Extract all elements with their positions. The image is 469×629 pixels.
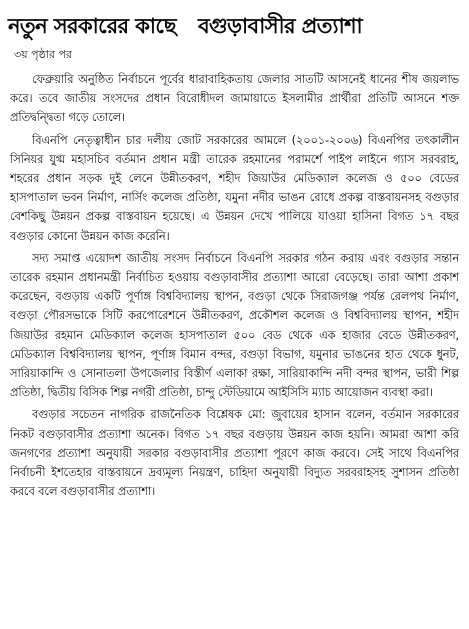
paragraph-4: বগুড়ার সচেতন নাগরিক রাজনৈতিক বিশ্লেষক মো: জুবায়ের হাসান বলেন, বর্তমান সরকারের নিকট বগুড়াবাসীর প্রত্যাশা অনেক। বিগত ১৭ বছর বগুড়ায় উন্নয়ন কাজ হয়নি। আমরা আশা করি জনগণের প্রত্যাশা অনুযায়ী সরকার বগুড়াবাসীর প্রত্যাশা পূরণে কাজ করবে। সেই সাথে বিএনপির নির্বাচনী ইশতেহার বাস্তবায়নে দ্রব্যমূল্য নিয়ন্ত্রণ, চাহিদা অনুযায়ী বিদ্যুত সরবরাহসহ সুশাসন প্রতিষ্ঠা করবে বলে বগুড়াবাসীর প্রত্যাশা। xyxy=(10,407,459,499)
paragraph-1: ফেব্রুয়ারি অনুষ্ঠিত নির্বাচনে পূর্বের ধারাবাহিকতায় জেলার সাতটি আসনেই ধানের শীষ জয়লাভ করে। তবে জাতীয় সংসদের প্রধান বিরোধীদল জামায়াতে ইসলামীর প্রার্থীরা প্রতিটি আসনে শক্ত প্রতিদ্বন্দ্বিতা গড়ে তোলে। xyxy=(10,72,459,125)
headline-part-2: বগুড়াবাসীর প্রত্যাশা xyxy=(197,14,362,38)
headline xyxy=(8,6,461,46)
paragraph-2: বিএনপি নেতৃত্বাধীন চার দলীয় জোট সরকারের আমলে (২০০১-২০০৬) বিএনপির তৎকালীন সিনিয়র যুগ্ম মহাসচিব বর্তমান প্রধান মন্ত্রী তারেক রহমানের পরামর্শে পাইপ লাইনে গ্যাস সরবরাহ, শহরের প্রধান সড়ক দুই লেনে উন্নীতকরণ, শহীদ জিয়াউর মেডিক্যাল কলেজ ও ৫০০ বেডের হাসপাতাল ভবন নির্মাণ, নার্সিং কলেজ প্রতিষ্ঠা, যমুনা নদীর ভাঙন রোধে প্রকল্প বাস্তবায়নসহ বগুড়ার বেশকিছু উন্নয়ন প্রকল্প বাস্তবায়ন হয়েছে। এ উন্নয়ন দেখে পালিয়ে যাওয়া হাসিনা বিগত ১৭ বছর বগুড়ার কোনো উন্নয়ন কাজ করেনি। xyxy=(10,132,459,243)
headline-part-1: নতুন সরকারের কাছে xyxy=(8,14,176,38)
article-body xyxy=(10,70,459,501)
continued-from-note: ৩য় পৃষ্ঠার পর xyxy=(14,48,73,61)
paragraph-3: সদ্য সমাপ্ত এয়োদশ জাতীয় সংসদ নির্বাচনে বিএনপি সরকার গঠন করায় এবং বগুড়ার সন্তান তারেক রহমান প্রধানমন্ত্রী নির্বাচিত হওয়ায় বগুড়াবাসীর প্রত্যাশা আরো বেড়েছে। তারা আশা প্রকাশ করেছেন, বগুড়ায় একটি পূর্ণাঙ্গ বিশ্ববিদ্যালয় স্থাপন, বগুড়া থেকে সিরাজগঞ্জ পর্যন্ত রেলপথ নির্মাণ, বগুড়া পৌরসভাকে সিটি করপোরেশনে উন্নীতকরণ, প্রকৌশল কলেজ ও বিশ্ববিদ্যালয় স্থাপন, শহীদ জিয়াউর রহমান মেডিক্যাল কলেজ হাসপাতাল ৫০০ বেড থেকে এক হাজার বেডে উন্নীতকরণ, মেডিক্যাল বিশ্ববিদ্যালয় স্থাপন, পূর্ণাঙ্গ বিমান বন্দর, বগুড়া বিভাগ, যমুনার ভাঙনের হাত থেকে ধুনট, সারিয়াকান্দি ও সোনাতলা উপজেলার বিস্তীর্ণ এলাকা রক্ষা, সারিয়াকান্দি নদী বন্দর স্থাপন, ভারী শিল্প প্রতিষ্ঠা, দ্বিতীয় বিসিক শিল্প নগরী প্রতিষ্ঠা, চান্দু স্টেডিয়ামে আইসিসি ম্যাচ আয়োজন ব্যবস্থা করা। xyxy=(10,250,459,400)
